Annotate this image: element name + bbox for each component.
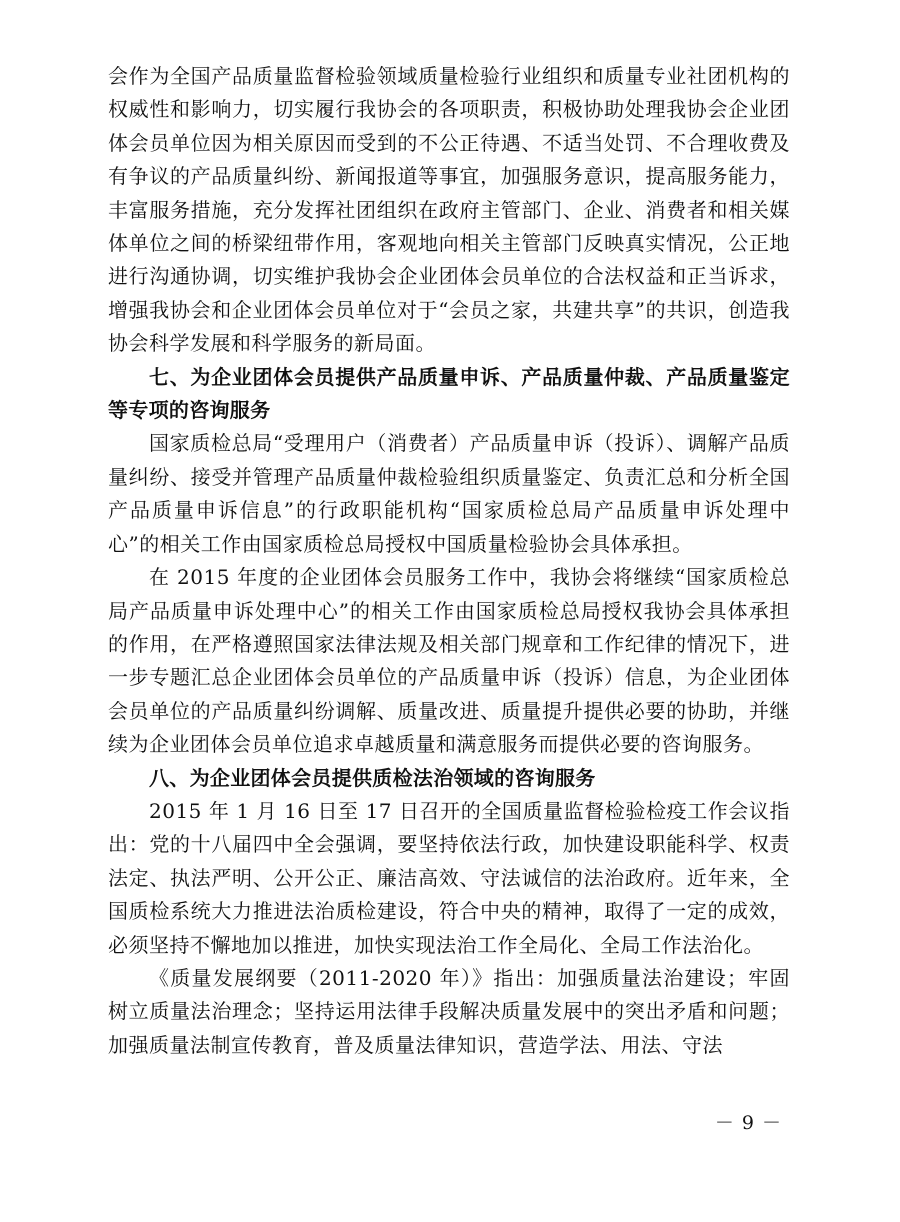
- paragraph-national-conference: 2015 年 1 月 16 日至 17 日召开的全国质量监督检验检疫工作会议指出：党的十八届四中全会强调，要坚持依法行政，加快建设职能科学、权责法定、执法严明、公开公正、廉洁高效、守法诚信的法治政府。近年来，全国质检系统大力推进法治质检建设，符合中央的精神，取得了一定的成效，必须坚持不懈地加以推进，加快实现法治工作全局化、全局工作法治化。: [108, 798, 790, 957]
- paragraph-intro-continuation: 会作为全国产品质量监督检验领域质量检验行业组织和质量专业社团机构的权威性和影响力，切实履行我协会的各项职责，积极协助处理我协会企业团体会员单位因为相关原因而受到的不公正待遇、不适当处罚、不合理收费及有争议的产品质量纠纷、新闻报道等事宜，加强服务意识，提高服务能力，丰富服务措施，充分发挥社团组织在政府主管部门、企业、消费者和相关媒体单位之间的桥梁纽带作用，客观地向相关主管部门反映真实情况，公正地进行沟通协调，切实维护我协会企业团体会员单位的合法权益和正当诉求，增强我协会和企业团体会员单位对于“会员之家，共建共享”的共识，创造我协会科学发展和科学服务的新局面。: [108, 64, 790, 356]
- document-body: [108, 60, 790, 1062]
- page-number: － 9 －: [714, 1112, 782, 1134]
- section-heading-7: 七、为企业团体会员提供产品质量申诉、产品质量仲裁、产品质量鉴定等专项的咨询服务: [108, 364, 790, 423]
- paragraph-quality-outline: 《质量发展纲要（2011-2020 年）》指出：加强质量法治建设；牢固树立质量法治理念；坚持运用法律手段解决质量发展中的突出矛盾和问题；加强质量法制宣传教育，普及质量法律知识，营造学法、用法、守法: [108, 965, 790, 1057]
- paragraph-complaint-center: 国家质检总局“受理用户（消费者）产品质量申诉（投诉）、调解产品质量纠纷、接受并管理产品质量仲裁检验组织质量鉴定、负责汇总和分析全国产品质量申诉信息”的行政职能机构“国家质检总局产品质量申诉处理中心”的相关工作由国家质检总局授权中国质量检验协会具体承担。: [108, 431, 790, 556]
- paragraph-2015-service-work: 在 2015 年度的企业团体会员服务工作中，我协会将继续“国家质检总局产品质量申诉处理中心”的相关工作由国家质检总局授权我协会具体承担的作用，在严格遵照国家法律法规及相关部门规章和工作纪律的情况下，进一步专题汇总企业团体会员单位的产品质量申诉（投诉）信息，为企业团体会员单位的产品质量纠纷调解、质量改进、质量提升提供必要的协助，并继续为企业团体会员单位追求卓越质量和满意服务而提供必要的咨询服务。: [108, 565, 790, 757]
- section-heading-8: 八、为企业团体会员提供质检法治领域的咨询服务: [149, 765, 596, 790]
